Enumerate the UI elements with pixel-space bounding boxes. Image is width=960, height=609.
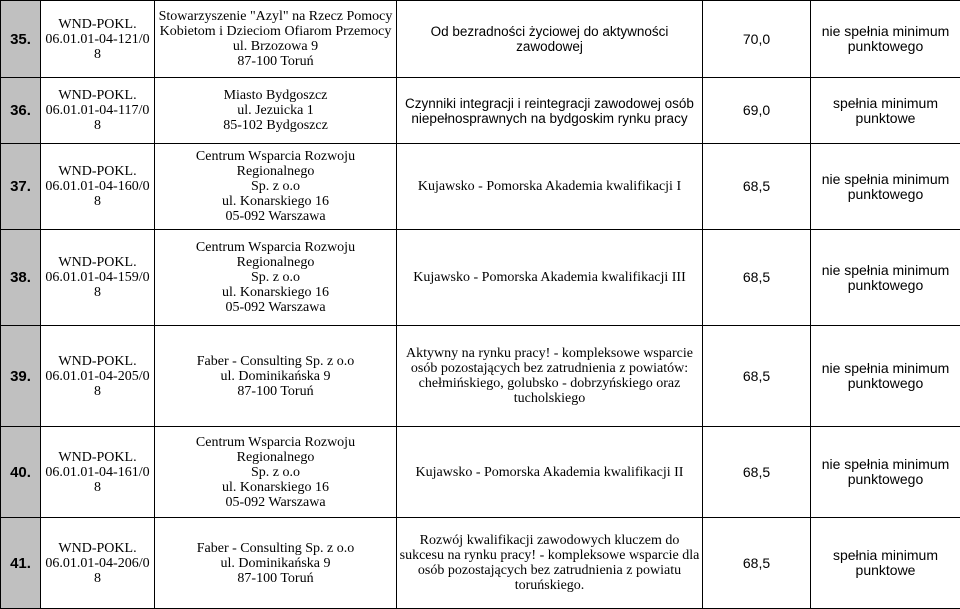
score: 68,5 <box>703 326 811 427</box>
project-title: Kujawsko - Pomorska Akademia kwalifikacji I <box>397 144 703 230</box>
applicant-organization: Faber - Consulting Sp. z o.o ul. Dominikańska 9 87-100 Toruń <box>155 326 397 427</box>
score: 68,5 <box>703 518 811 609</box>
row-number: 39. <box>1 326 41 427</box>
score: 69,0 <box>703 78 811 144</box>
score: 68,5 <box>703 230 811 326</box>
row-number: 38. <box>1 230 41 326</box>
applicant-organization: Centrum Wsparcia Rozwoju Regionalnego Sp. z o.o ul. Konarskiego 16 05-092 Warszawa <box>155 144 397 230</box>
status: nie spełnia minimum punktowego <box>811 1 960 78</box>
applicant-organization: Centrum Wsparcia Rozwoju Regionalnego Sp. z o.o ul. Konarskiego 16 05-092 Warszawa <box>155 230 397 326</box>
project-title: Od bezradności życiowej do aktywności zawodowej <box>397 1 703 78</box>
project-title: Kujawsko - Pomorska Akademia kwalifikacji III <box>397 230 703 326</box>
table-row <box>1 230 960 326</box>
table-row <box>1 78 960 144</box>
status: spełnia minimum punktowe <box>811 518 960 609</box>
table-row <box>1 427 960 518</box>
applicant-organization: Miasto Bydgoszcz ul. Jezuicka 1 85-102 Bydgoszcz <box>155 78 397 144</box>
project-title: Aktywny na rynku pracy! - kompleksowe wsparcie osób pozostających bez zatrudnienia z powiatów: chełmińskiego, golubsko - dobrzyńskiego oraz tucholskiego <box>397 326 703 427</box>
application-code: WND-POKL. 06.01.01-04-117/0 8 <box>41 78 155 144</box>
status: spełnia minimum punktowe <box>811 78 960 144</box>
row-number: 41. <box>1 518 41 609</box>
table-row <box>1 326 960 427</box>
status: nie spełnia minimum punktowego <box>811 427 960 518</box>
score: 68,5 <box>703 427 811 518</box>
row-number: 35. <box>1 1 41 78</box>
status: nie spełnia minimum punktowego <box>811 326 960 427</box>
project-title: Czynniki integracji i reintegracji zawodowej osób niepełnosprawnych na bydgoskim rynku pracy <box>397 78 703 144</box>
application-code: WND-POKL. 06.01.01-04-161/0 8 <box>41 427 155 518</box>
application-code: WND-POKL. 06.01.01-04-206/0 8 <box>41 518 155 609</box>
status: nie spełnia minimum punktowego <box>811 230 960 326</box>
table-row <box>1 144 960 230</box>
applicant-organization: Stowarzyszenie "Azyl" na Rzecz Pomocy Kobietom i Dzieciom Ofiarom Przemocy ul. Brzozowa 9 87-100 Toruń <box>155 1 397 78</box>
project-title: Rozwój kwalifikacji zawodowych kluczem do sukcesu na rynku pracy! - kompleksowe wsparcie dla osób pozostających bez zatrudnienia z powiatu toruńskiego. <box>397 518 703 609</box>
score: 68,5 <box>703 144 811 230</box>
application-code: WND-POKL. 06.01.01-04-205/0 8 <box>41 326 155 427</box>
application-code: WND-POKL. 06.01.01-04-160/0 8 <box>41 144 155 230</box>
row-number: 40. <box>1 427 41 518</box>
project-title: Kujawsko - Pomorska Akademia kwalifikacji II <box>397 427 703 518</box>
status: nie spełnia minimum punktowego <box>811 144 960 230</box>
table-row <box>1 518 960 609</box>
application-code: WND-POKL. 06.01.01-04-121/0 8 <box>41 1 155 78</box>
table-row <box>1 1 960 78</box>
score: 70,0 <box>703 1 811 78</box>
application-code: WND-POKL. 06.01.01-04-159/0 8 <box>41 230 155 326</box>
applicant-organization: Faber - Consulting Sp. z o.o ul. Dominikańska 9 87-100 Toruń <box>155 518 397 609</box>
row-number: 36. <box>1 78 41 144</box>
row-number: 37. <box>1 144 41 230</box>
applicant-organization: Centrum Wsparcia Rozwoju Regionalnego Sp. z o.o ul. Konarskiego 16 05-092 Warszawa <box>155 427 397 518</box>
